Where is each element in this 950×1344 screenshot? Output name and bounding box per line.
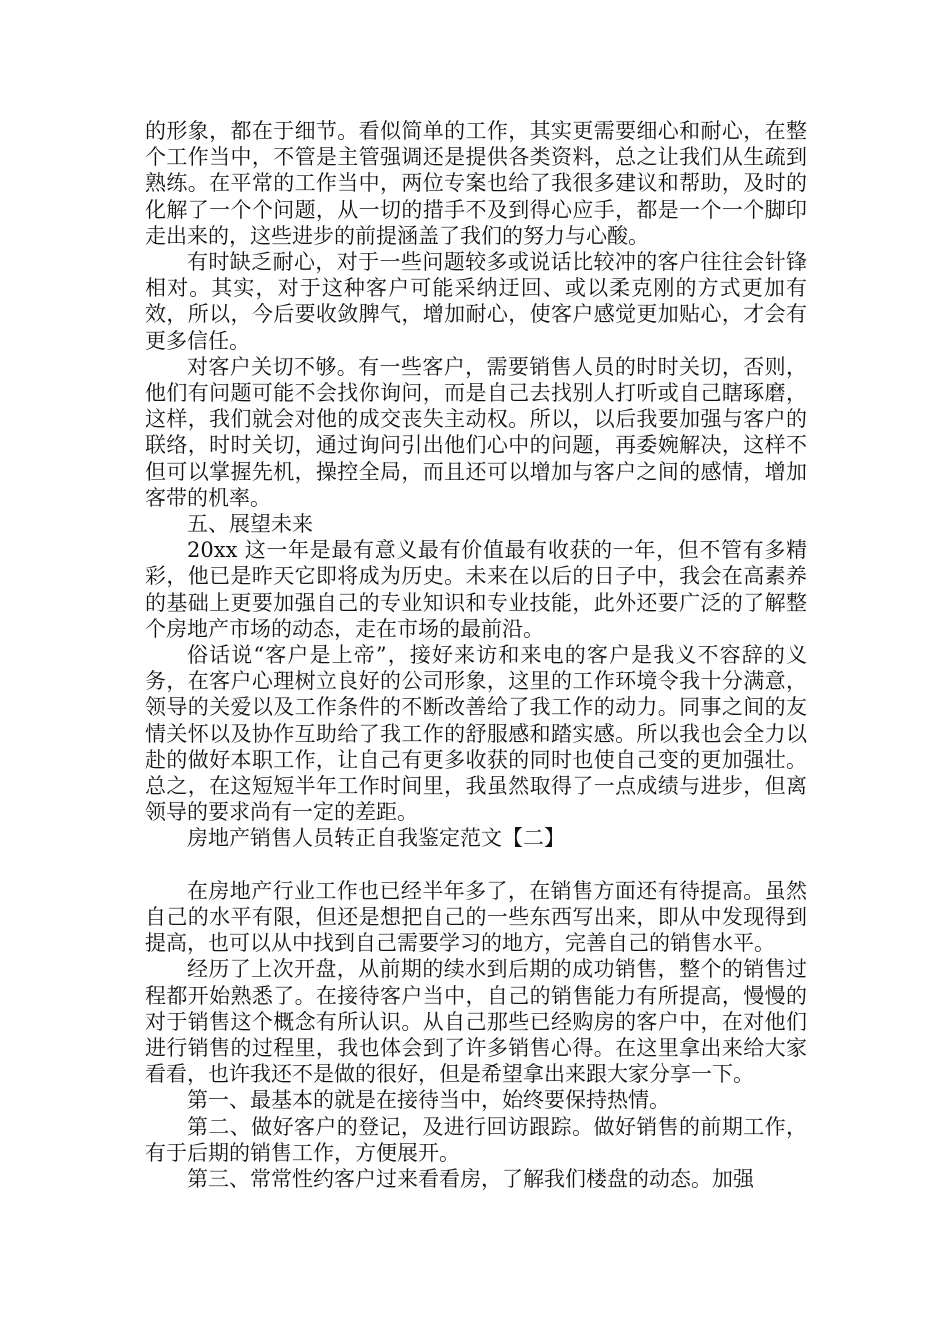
article-title-two: 房地产销售人员转正自我鉴定范文【二】 (187, 826, 565, 851)
paragraph-patience: 有时缺乏耐心，对于一些问题较多或说话比较冲的客户往往会针锋相对。其实，对于这种客户可能采纳迂回、或以柔克刚的方式更加有效，所以，今后要收敛脾气，增加耐心，使客户感觉更加贴心，才会有更多信任。 (145, 250, 807, 353)
section-heading-outlook: 五、展望未来 (187, 512, 313, 537)
paragraph-experience: 经历了上次开盘，从前期的续水到后期的成功销售，整个的销售过程都开始熟悉了。在接待客户当中，自己的销售能力有所提高，慢慢的对于销售这个概念有所认识。从自己那些已经购房的客户中，在对他们进行销售的过程里，我也体会到了许多销售心得。在这里拿出来给大家看看，也许我还不是做的很好，但是希望拿出来跟大家分享一下。 (145, 957, 807, 1087)
list-item-second: 第二、做好客户的登记，及进行回访跟踪。做好销售的前期工作，有于后期的销售工作，方便展开。 (145, 1114, 807, 1165)
list-item-first: 第一、最基本的就是在接待当中，始终要保持热情。 (187, 1088, 670, 1113)
paragraph-customer-god: 俗话说“客户是上帝”，接好来访和来电的客户是我义不容辞的义务，在客户心理树立良好的公司形象，这里的工作环境令我十分满意，领导的关爱以及工作条件的不断改善给了我工作的动力。同事之间的友情关怀以及协作互助给了我工作的舒服感和踏实感。所以我也会全力以赴的做好本职工作，让自己有更多收获的同时也使自己变的更加强壮。总之，在这短短半年工作时间里，我虽然取得了一点成绩与进步，但离领导的要求尚有一定的差距。 (145, 643, 807, 825)
blank-line (145, 852, 807, 878)
paragraph-outlook: 20xx 这一年是最有意义最有价值最有收获的一年，但不管有多精彩，他已是昨天它即将成为历史。未来在以后的日子中，我会在高素养的基础上更要加强自己的专业知识和专业技能，此外还要广泛的了解整个房地产市场的动态，走在市场的最前沿。 (145, 538, 807, 641)
paragraph-intro: 在房地产行业工作也已经半年多了，在销售方面还有待提高。虽然自己的水平有限，但还是想把自己的一些东西写出来，即从中发现得到提高，也可以从中找到自己需要学习的地方，完善自己的销售水平。 (145, 878, 807, 956)
list-item-third: 第三、常常性约客户过来看看房，了解我们楼盘的动态。加强 (187, 1166, 754, 1191)
paragraph-customer-care: 对客户关切不够。有一些客户，需要销售人员的时时关切，否则，他们有问题可能不会找你询问，而是自己去找别人打听或自己瞎琢磨，这样，我们就会对他的成交丧失主动权。所以，以后我要加强与客户的联络，时时关切，通过询问引出他们心中的问题，再委婉解决，这样不但可以掌握先机，操控全局，而且还可以增加与客户之间的感情，增加客带的机率。 (145, 354, 807, 510)
document-page (145, 118, 807, 1192)
paragraph-continuation: 的形象，都在于细节。看似简单的工作，其实更需要细心和耐心，在整个工作当中，不管是主管强调还是提供各类资料，总之让我们从生疏到熟练。在平常的工作当中，两位专案也给了我很多建议和帮助，及时的化解了一个个问题，从一切的措手不及到得心应手，都是一个一个脚印走出来的，这些进步的前提涵盖了我们的努力与心酸。 (145, 119, 807, 248)
